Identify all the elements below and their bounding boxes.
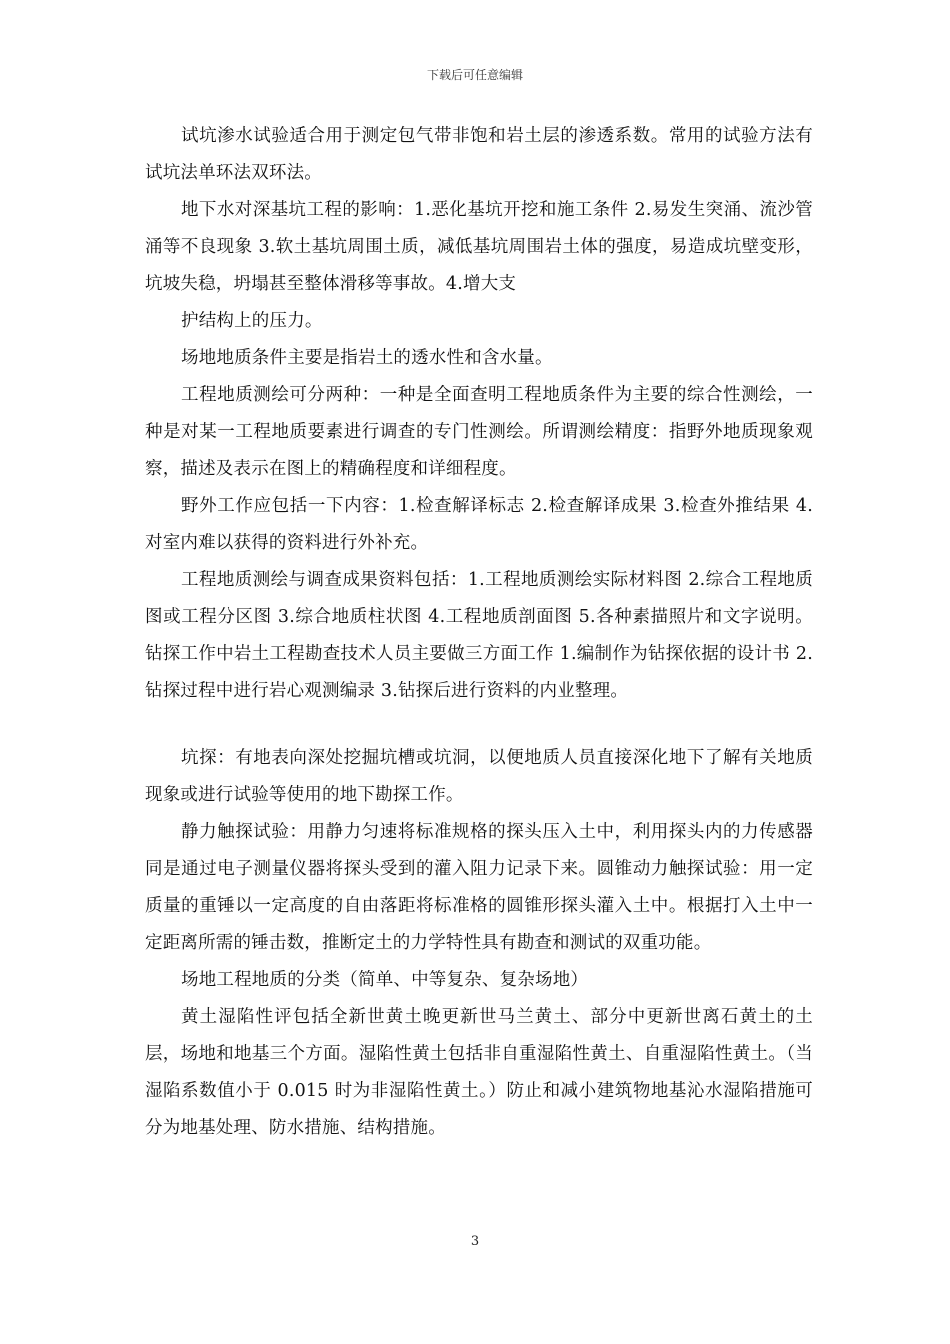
paragraph-loess-collapsibility: 黄土湿陷性评包括全新世黄土晚更新世马兰黄土、部分中更新世离石黄土的土层，场地和地基三个方面。湿陷性黄土包括非自重湿陷性黄土、自重湿陷性黄土。（当湿陷系数值小于 0.015 时为非湿陷性黄土。）防止和减小建筑物地基沁水湿陷措施可分为地基处理、防水措施、结构措施。	[145, 1007, 813, 1138]
page-number: 3	[470, 1234, 480, 1249]
page-header: 下载后可任意编辑	[426, 68, 523, 82]
paragraph-groundwater-influence-cont: 护结构上的压力。	[181, 311, 323, 331]
paragraph-seepage-test: 试坑渗水试验适合用于测定包气带非饱和岩土层的渗透系数。常用的试验方法有试坑法单环法双环法。	[145, 126, 813, 183]
paragraph-site-classification: 场地工程地质的分类（简单、中等复杂、复杂场地）	[181, 970, 589, 990]
document-body	[145, 118, 813, 1147]
paragraph-field-work: 野外工作应包括一下内容：1.检查解译标志 2.检查解译成果 3.检查外推结果 4.对室内难以获得的资料进行外补充。	[145, 496, 813, 553]
paragraph-survey-results: 工程地质测绘与调查成果资料包括：1.工程地质测绘实际材料图 2.综合工程地质图或工程分区图 3.综合地质柱状图 4.工程地质剖面图 5.各种素描照片和文字说明。钻探工作中岩土工程勘查技术人员主要做三方面工作 1.编制作为钻探依据的设计书 2.钻探过程中进行岩心观测编录 3.钻探后进行资料的内业整理。	[145, 570, 813, 701]
paragraph-penetration-test: 静力触探试验：用静力匀速将标准规格的探头压入土中，利用探头内的力传感器同是通过电子测量仪器将探头受到的灌入阻力记录下来。圆锥动力触探试验：用一定质量的重锤以一定高度的自由落距将标准格的圆锥形探头灌入土中。根据打入土中一定距离所需的锤击数，推断定土的力学特性具有勘查和测试的双重功能。	[145, 822, 813, 953]
paragraph-pit-exploration: 坑探：有地表向深处挖掘坑槽或坑洞，以便地质人员直接深化地下了解有关地质现象或进行试验等使用的地下勘探工作。	[145, 748, 813, 805]
paragraph-geological-mapping: 工程地质测绘可分两种：一种是全面查明工程地质条件为主要的综合性测绘，一种是对某一工程地质要素进行调查的专门性测绘。所谓测绘精度：指野外地质现象观察，描述及表示在图上的精确程度和详细程度。	[145, 385, 813, 479]
paragraph-groundwater-influence: 地下水对深基坑工程的影响：1.恶化基坑开挖和施工条件 2.易发生突涌、流沙管涌等不良现象 3.软土基坑周围土质，减低基坑周围岩土体的强度，易造成坑壁变形，坑坡失稳，坍塌甚至整体滑移等事故。4.增大支	[145, 200, 813, 294]
paragraph-site-geology: 场地地质条件主要是指岩土的透水性和含水量。	[181, 348, 553, 368]
